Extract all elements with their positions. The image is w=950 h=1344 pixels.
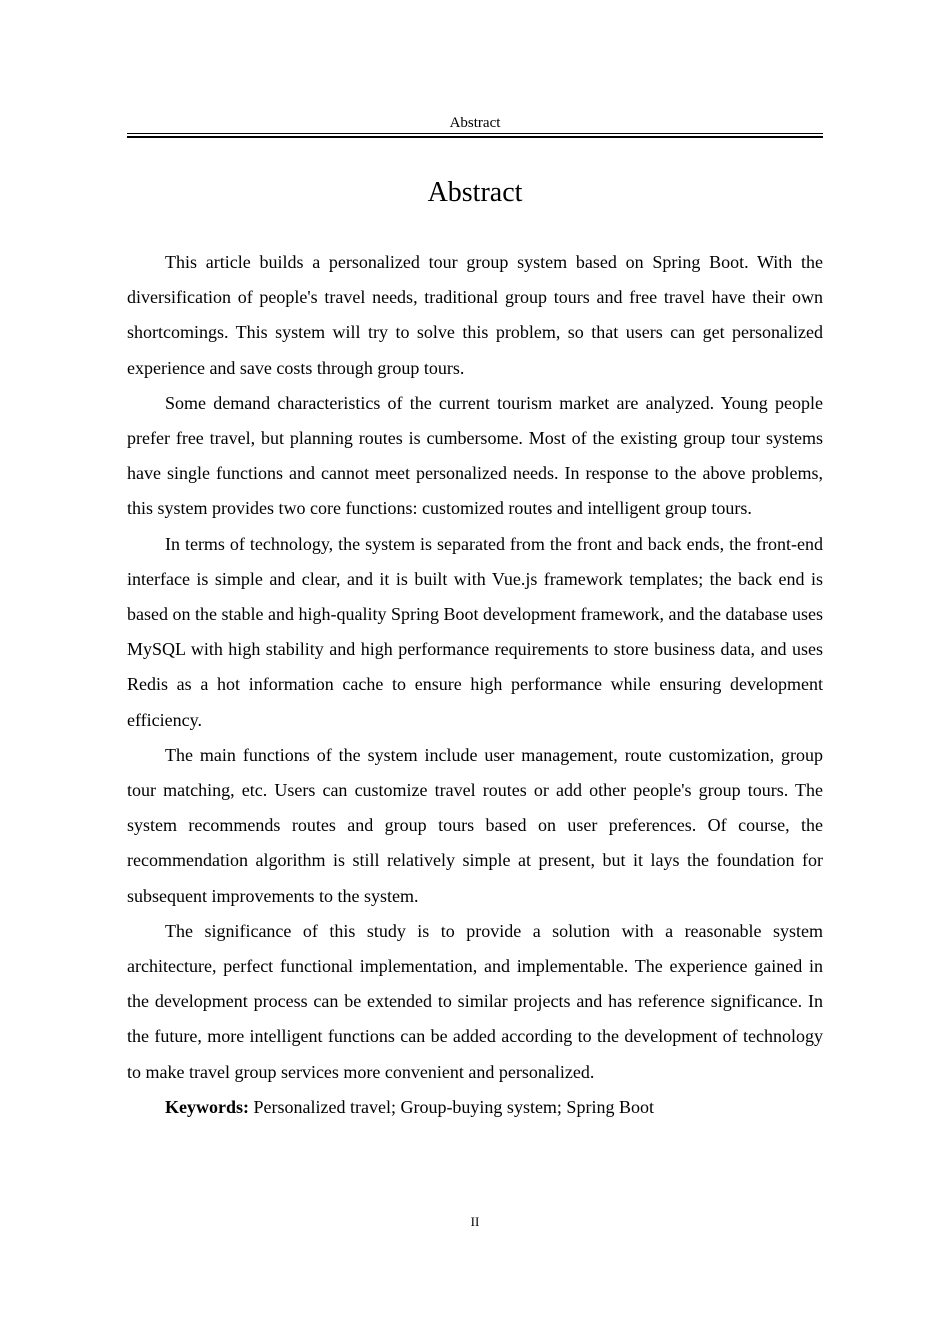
abstract-paragraph-2: Some demand characteristics of the current tourism market are analyzed. Young people prefer free travel, but planning routes is cumbersome. Most of the existing group tour systems have single functions and cannot meet personalized needs. In response to the above problems, this system provides two core functions: customized routes and intelligent group tours.: [127, 392, 823, 519]
abstract-paragraph-3: In terms of technology, the system is separated from the front and back ends, the front-end interface is simple and clear, and it is built with Vue.js framework templates; the back end is based on the stable and high-quality Spring Boot development framework, and the database uses MySQL with high stability and high performance requirements to store business data, and uses Redis as a hot information cache to ensure high performance while ensuring development efficiency.: [127, 533, 823, 730]
abstract-body: [127, 245, 823, 1125]
header-rule-thin: [127, 133, 823, 134]
page-title: Abstract: [427, 177, 523, 208]
keywords-value: Personalized travel; Group-buying system; Spring Boot: [249, 1096, 654, 1117]
abstract-paragraph-4: The main functions of the system include user management, route customization, group tour matching, etc. Users can customize travel routes or add other people's group tours. The system recommends routes and group tours based on user preferences. Of course, the recommendation algorithm is still relatively simple at present, but it lays the foundation for subsequent improvements to the system.: [127, 744, 823, 906]
page-number: II: [470, 1214, 480, 1229]
keywords-label: Keywords:: [165, 1096, 249, 1117]
running-header: Abstract: [449, 115, 501, 131]
abstract-paragraph-1: This article builds a personalized tour group system based on Spring Boot. With the diversification of people's travel needs, traditional group tours and free travel have their own shortcomings. This system will try to solve this problem, so that users can get personalized experience and save costs through group tours.: [127, 252, 823, 378]
abstract-paragraph-5: The significance of this study is to provide a solution with a reasonable system architecture, perfect functional implementation, and implementable. The experience gained in the development process can be extended to similar projects and has reference significance. In the future, more intelligent functions can be added according to the development of technology to make travel group services more convenient and personalized.: [127, 920, 823, 1082]
header-rule-thick: [127, 136, 823, 138]
keywords-line: [127, 1090, 823, 1125]
